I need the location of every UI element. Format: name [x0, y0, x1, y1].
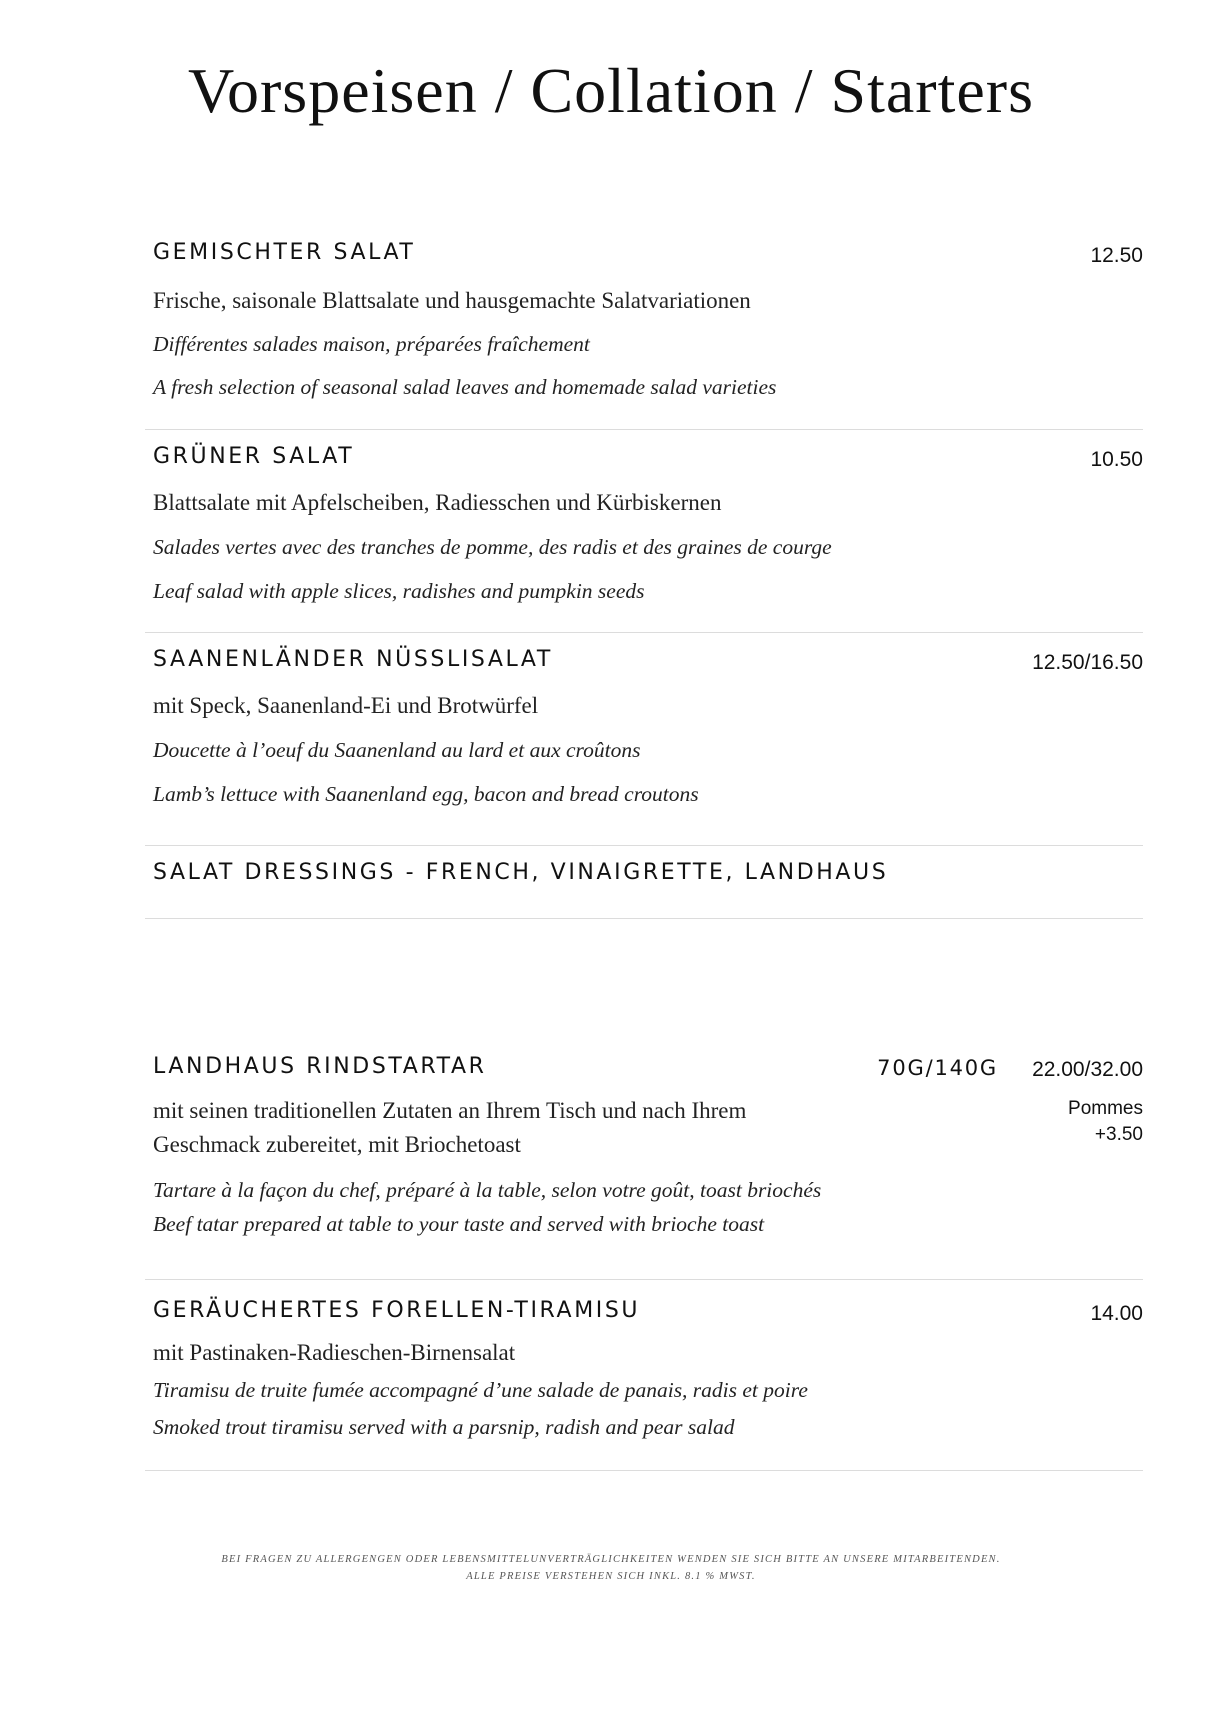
description-english: Smoked trout tiramisu served with a parsnip, radish and pear salad [153, 1415, 735, 1439]
divider [145, 845, 1143, 846]
description-english: A fresh selection of seasonal salad leaves and homemade salad varieties [153, 375, 777, 399]
item-name: GEMISCHTER SALAT [153, 240, 416, 265]
description-german-line1: mit seinen traditionellen Zutaten an Ihrem Tisch und nach Ihrem [153, 1098, 747, 1123]
description-german: Blattsalate mit Apfelscheiben, Radiesschen und Kürbiskernen [153, 490, 722, 515]
item-price: 14.00 [1090, 1302, 1143, 1325]
item-name: SALAT DRESSINGS - FRENCH, VINAIGRETTE, LANDHAUS [153, 860, 889, 885]
description-french: Doucette à l’oeuf du Saanenland au lard et aux croûtons [153, 738, 641, 762]
extra-price: +3.50 [1094, 1124, 1143, 1145]
item-extra [1068, 1096, 1143, 1148]
item-price: 12.50/16.50 [1032, 651, 1143, 674]
extra-label: Pommes [1068, 1098, 1143, 1119]
footer-vat-note: ALLE PREISE VERSTEHEN SICH INKL. 8.1 % MWST. [466, 1571, 756, 1582]
divider [145, 1470, 1143, 1471]
item-price: 12.50 [1090, 244, 1143, 267]
description-french: Tiramisu de truite fumée accompagné d’une salade de panais, radis et poire [153, 1378, 808, 1402]
item-name: LANDHAUS RINDSTARTAR [153, 1054, 487, 1079]
description-french: Tartare à la façon du chef, préparé à la table, selon votre goût, toast briochés [153, 1178, 822, 1202]
item-price: 10.50 [1090, 448, 1143, 471]
page-title: Vorspeisen / Collation / Starters [188, 55, 1034, 126]
description-english: Beef tatar prepared at table to your taste and served with brioche toast [153, 1212, 765, 1236]
description-french: Différentes salades maison, préparées fraîchement [153, 332, 590, 356]
description-english: Leaf salad with apple slices, radishes and pumpkin seeds [153, 579, 645, 603]
footer-allergen-note: BEI FRAGEN ZU ALLERGENGEN ODER LEBENSMITTELUNVERTRÄGLICHKEITEN WENDEN SIE SICH BITTE AN UNSERE MITARBEITENDEN. [221, 1554, 1001, 1565]
description-german-line2: Geschmack zubereitet, mit Briochetoast [153, 1132, 521, 1157]
divider [145, 1279, 1143, 1280]
item-name: GRÜNER SALAT [153, 444, 355, 469]
description-german: mit Pastinaken-Radieschen-Birnensalat [153, 1340, 516, 1365]
item-name: GERÄUCHERTES FORELLEN-TIRAMISU [153, 1298, 641, 1323]
description-french: Salades vertes avec des tranches de pomme, des radis et des graines de courge [153, 535, 832, 559]
description-english: Lamb’s lettuce with Saanenland egg, bacon and bread croutons [153, 782, 699, 806]
item-price: 22.00/32.00 [1032, 1058, 1143, 1081]
item-weight: 70G/140G [877, 1056, 998, 1080]
divider [145, 918, 1143, 919]
item-name: SAANENLÄNDER NÜSSLISALAT [153, 647, 553, 672]
divider [145, 429, 1143, 430]
description-german: mit Speck, Saanenland-Ei und Brotwürfel [153, 693, 539, 718]
divider [145, 632, 1143, 633]
description-german: Frische, saisonale Blattsalate und hausgemachte Salatvariationen [153, 288, 751, 313]
